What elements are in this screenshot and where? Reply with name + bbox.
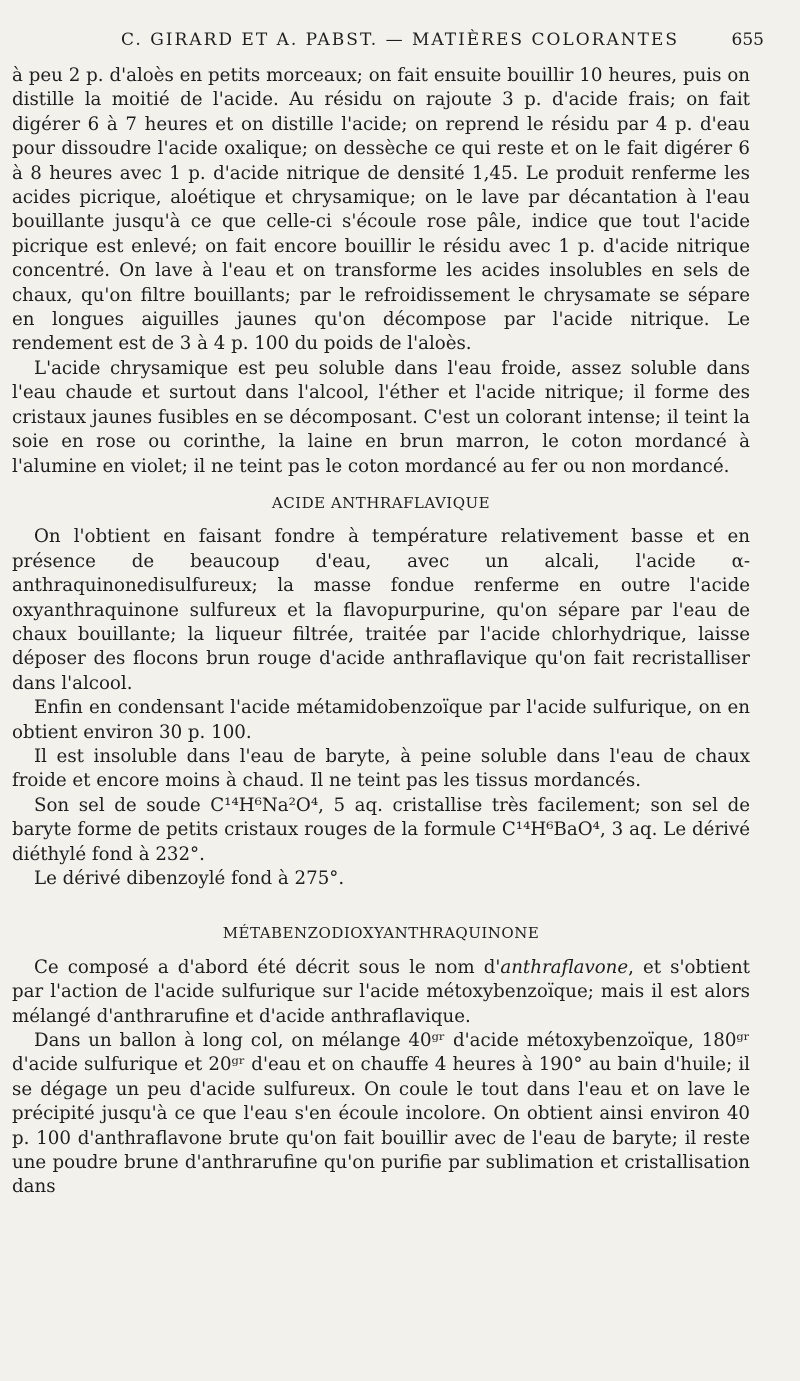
salts-text-b: , 5 aq. cristallise très facilement; son sel de baryte forme de petits cristaux rouges de la formule [12,794,750,841]
running-title: C. GIRARD ET A. PABST. — MATIÈRES COLORANTES [121,30,679,50]
running-head [0,30,800,52]
paragraph-continued: à peu 2 p. d'aloès en petits morceaux; on fait ensuite bouillir 10 heures, puis on distille la moitié de l'acide. Au résidu on rajoute 3 p. d'acide frais; on fait digérer 6 à 7 heures et on distille l'acide; on reprend le résidu par 4 p. d'eau pour dissoudre l'acide oxalique; on dessèche ce qui reste et on le fait digérer 6 à 8 heures avec 1 p. d'acide nitrique de densité 1,45. Le produit renferme les acides picrique, aloétique et chrysamique; on le lave par décantation à l'eau bouillante jusqu'à ce que celle-ci s'écoule rose pâle, indice que tout l'acide picrique est enlevé; on fait encore bouillir le résidu avec 1 p. d'acide nitrique concentré. On lave à l'eau et on transforme les acides insolubles en sels de chaux, qu'on filtre bouillants; par le refroidissement le chrysamate se sépare en longues aiguilles jaunes qu'on décompose par l'acide nitrique. Le rendement est de 3 à 4 p. 100 du poids de l'aloès. [12,65,750,355]
paragraph-metabenzo-intro [12,956,750,1029]
paragraph-chrysamic-properties: L'acide chrysamique est peu soluble dans l'eau froide, assez soluble dans l'eau chaude et surtout dans l'alcool, l'éther et l'acide nitrique; il forme des cristaux jaunes fusibles en se décomposant. C'est un colorant intense; il teint la soie en rose ou corinthe, la laine en brun marron, le coton mordancé à l'alumine en violet; il ne teint pas le coton mordancé au fer ou non mordancé. [12,357,750,477]
formula-barium-salt: C¹⁴H⁶BaO⁴ [501,819,600,841]
term-anthraflavone: anthraflavone [500,956,629,978]
formula-sodium-salt: C¹⁴H⁶Na²O⁴ [210,794,319,816]
paragraph-metabenzo-procedure: Dans un ballon à long col, on mélange 40ᵍʳ d'acide métoxybenzoïque, 180ᵍʳ d'acide sulfurique et 20ᵍʳ d'eau et on chauffe 4 heures à 190° au bain d'huile; il se dégage un peu d'acide sulfureux. On coule le tout dans l'eau et on lave le précipité jusqu'à ce que l'eau s'en écoule incolore. On obtient ainsi environ 40 p. 100 d'anthraflavone brute qu'on fait bouillir avec de l'eau de baryte; il reste une poudre brune d'anthrarufine qu'on purifie par sublimation et cristallisation dans [12,1030,750,1198]
salts-text-a: Son sel de soude [34,794,211,816]
body-text [12,64,750,1200]
paragraph-anthraflavic-salts [12,794,750,867]
salts-text-c: , 3 aq. Le dérivé diéthylé fond à 232°. [12,819,750,865]
paragraph-dibenzoyl-derivative: Le dérivé dibenzoylé fond à 275°. [34,868,345,889]
intro-text-b: , et s'obtient par l'action de l'acide sulfurique sur l'acide métoxybenzoïque; mais il est alors mélangé d'anthrarufine et d'acide anthraflavique. [12,956,750,1027]
page-number: 655 [731,30,764,50]
paragraph-anthraflavic-condensation: Enfin en condensant l'acide métamidobenzoïque par l'acide sulfurique, on en obtient environ 30 p. 100. [12,697,750,743]
paragraph-anthraflavic-solubility: Il est insoluble dans l'eau de baryte, à peine soluble dans l'eau de chaux froide et encore moins à chaud. Il ne teint pas les tissus mordancés. [12,745,750,792]
section-title-metabenzodioxyanthraquinone: MÉTABENZODIOXYANTHRAQUINONE [222,924,540,943]
section-title-anthraflavic: ACIDE ANTHRAFLAVIQUE [271,493,491,512]
paragraph-anthraflavic-preparation: On l'obtient en faisant fondre à température relativement basse et en présence de beaucoup d'eau, avec un alcali, l'acide α-anthraquinonedisulfureux; la masse fondue renferme en outre l'acide oxyanthraquinone sulfureux et la flavopurpurine, qu'on sépare par l'eau de chaux bouillante; la liqueur filtrée, traitée par l'acide chlorhydrique, laisse déposer des flocons brun rouge d'acide anthraflavique qu'on fait recristalliser dans l'alcool. [12,526,750,694]
intro-text-a: Ce composé a d'abord été décrit sous le nom d' [34,956,501,978]
